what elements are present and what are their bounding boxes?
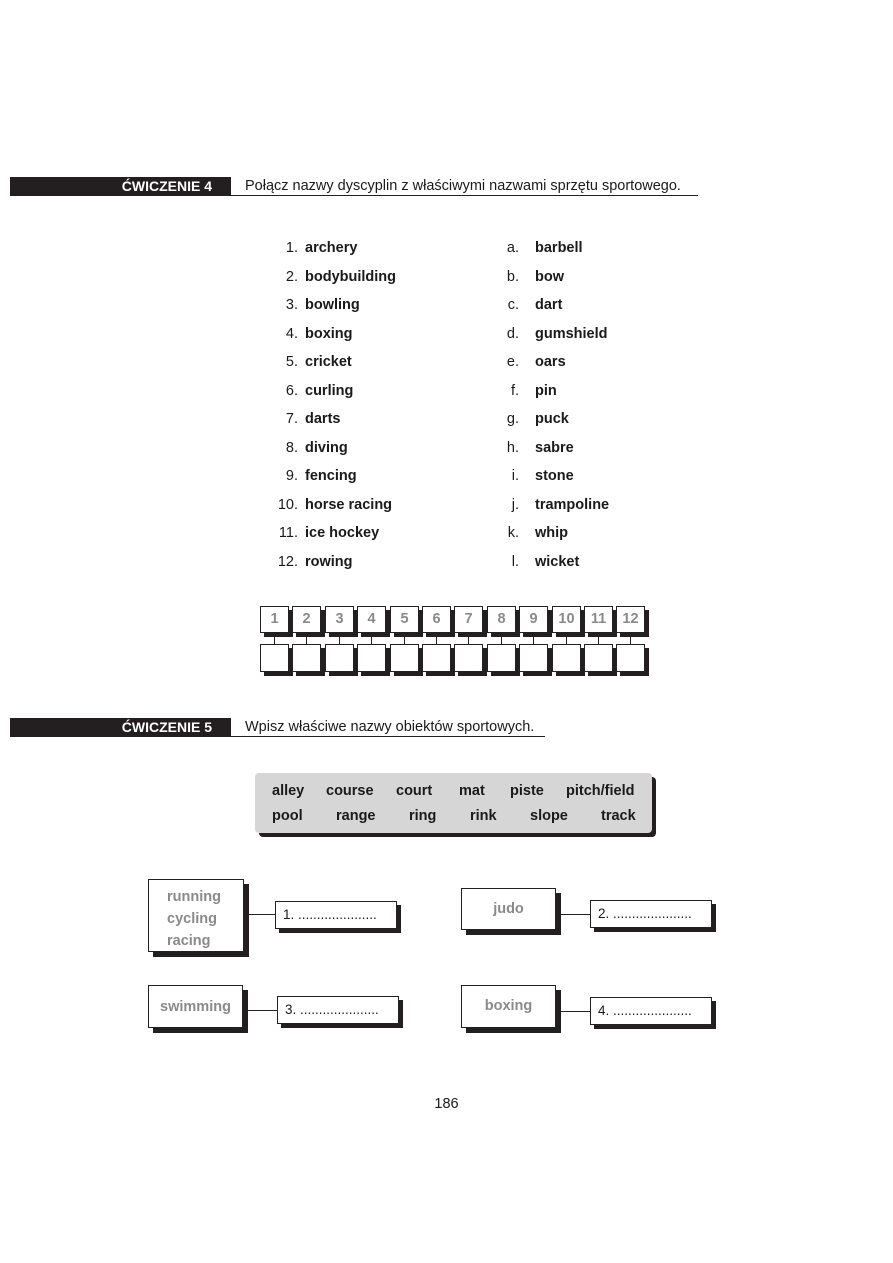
sport-label: racing	[167, 933, 211, 949]
bank-word: course	[326, 783, 374, 799]
connector-line	[556, 1011, 590, 1012]
equipment-name: oars	[535, 354, 566, 370]
discipline-item	[270, 436, 490, 465]
discipline-name: darts	[305, 411, 341, 427]
equipment-name: trampoline	[535, 496, 610, 513]
grid-answer-box[interactable]	[616, 644, 645, 672]
item-number: 6.	[285, 382, 298, 399]
equipment-item	[500, 265, 700, 294]
bank-word: piste	[510, 783, 544, 799]
item-number: 4.	[285, 325, 298, 342]
sports-box-4	[461, 985, 556, 1028]
grid-number-box: 6	[422, 606, 451, 633]
item-letter: g.	[506, 411, 519, 427]
sport-label: running	[167, 889, 221, 905]
grid-answer-box[interactable]	[325, 644, 354, 672]
bank-word: track	[601, 808, 636, 824]
item-letter: l.	[511, 553, 519, 570]
discipline-item	[270, 236, 490, 265]
item-number: 12.	[277, 553, 298, 570]
item-letter: j.	[511, 496, 519, 513]
grid-number-box: 5	[390, 606, 419, 633]
bank-word: pitch/field	[566, 783, 635, 799]
discipline-name: cricket	[305, 354, 352, 370]
grid-answer-box[interactable]	[584, 644, 613, 672]
discipline-item	[270, 265, 490, 294]
item-letter: k.	[507, 525, 519, 541]
discipline-name: bowling	[305, 297, 360, 313]
equipment-name: wicket	[535, 553, 580, 570]
item-number: 5.	[285, 354, 298, 370]
bank-word: range	[336, 808, 376, 824]
equipment-item	[500, 350, 700, 379]
bank-word: court	[396, 783, 433, 799]
grid-number-box: 7	[454, 606, 483, 633]
answer-field-2[interactable]: 2. .....................	[590, 900, 712, 928]
grid-answer-box[interactable]	[519, 644, 548, 672]
item-letter: e.	[506, 354, 519, 370]
sport-label: cycling	[167, 911, 217, 927]
discipline-item	[270, 350, 490, 379]
discipline-name: curling	[305, 382, 354, 399]
equipment-item	[500, 293, 700, 322]
discipline-name: bodybuilding	[305, 268, 397, 285]
answer-field-1[interactable]: 1. .....................	[275, 901, 397, 929]
grid-answer-box[interactable]	[422, 644, 451, 672]
equipment-item	[500, 236, 700, 265]
connector-line	[244, 914, 275, 915]
equipment-item	[500, 407, 700, 436]
discipline-item	[270, 550, 490, 579]
sports-box-2	[461, 888, 556, 930]
item-number: 3.	[285, 297, 298, 313]
exercise-4-label: ĆWICZENIE 4	[10, 177, 231, 196]
discipline-name: diving	[305, 439, 348, 456]
discipline-item	[270, 322, 490, 351]
discipline-name: boxing	[305, 325, 353, 342]
equipment-name: whip	[535, 525, 569, 541]
discipline-item	[270, 293, 490, 322]
grid-answer-box[interactable]	[552, 644, 581, 672]
item-letter: b.	[506, 268, 519, 285]
bank-word: mat	[459, 783, 485, 799]
item-number: 8.	[285, 439, 298, 456]
exercise-4-instruction: Połącz nazwy dyscyplin z właściwymi nazwami sprzętu sportowego.	[231, 177, 698, 196]
exercise-5-label: ĆWICZENIE 5	[10, 718, 231, 737]
grid-answer-box[interactable]	[292, 644, 321, 672]
equipment-item	[500, 550, 700, 579]
discipline-item	[270, 493, 490, 522]
equipment-item	[500, 464, 700, 493]
disciplines-list	[270, 236, 490, 578]
equipment-name: sabre	[535, 439, 574, 456]
equipment-item	[500, 322, 700, 351]
grid-answer-box[interactable]	[454, 644, 483, 672]
discipline-name: ice hockey	[305, 525, 380, 541]
bank-word: rink	[470, 808, 497, 824]
sport-label: judo	[493, 901, 524, 917]
grid-number-box: 3	[325, 606, 354, 633]
item-letter: i.	[511, 468, 519, 484]
grid-number-box: 4	[357, 606, 386, 633]
discipline-item	[270, 379, 490, 408]
grid-answer-box[interactable]	[357, 644, 386, 672]
page-number: 186	[434, 1096, 459, 1112]
equipment-item	[500, 493, 700, 522]
sports-box-1	[148, 879, 244, 952]
item-number: 11.	[278, 525, 298, 541]
discipline-item	[270, 464, 490, 493]
sports-box-3	[148, 985, 243, 1028]
item-number: 9.	[285, 468, 298, 484]
discipline-item	[270, 521, 490, 550]
item-letter: d.	[506, 325, 519, 342]
item-number: 10.	[277, 496, 298, 513]
equipment-name: dart	[535, 297, 563, 313]
item-letter: c.	[507, 297, 519, 313]
equipment-name: gumshield	[535, 325, 608, 342]
equipment-name: puck	[535, 411, 569, 427]
bank-word: alley	[272, 783, 305, 799]
equipment-list	[500, 236, 700, 578]
item-number: 2.	[285, 268, 298, 285]
sport-label: boxing	[484, 998, 533, 1014]
answer-field-4[interactable]: 4. .....................	[590, 997, 712, 1025]
answer-field-3[interactable]: 3. .....................	[277, 996, 399, 1024]
connector-line	[243, 1010, 277, 1011]
grid-number-box: 2	[292, 606, 321, 633]
connector-line	[556, 914, 590, 915]
grid-answer-box[interactable]	[487, 644, 516, 672]
discipline-item	[270, 407, 490, 436]
item-number: 7.	[285, 411, 298, 427]
grid-number-box: 12	[616, 606, 645, 633]
item-number: 1.	[285, 240, 298, 256]
equipment-item	[500, 436, 700, 465]
grid-answer-box[interactable]	[260, 644, 289, 672]
item-letter: f.	[510, 382, 519, 399]
sport-label: swimming	[160, 999, 231, 1015]
grid-number-box: 8	[487, 606, 516, 633]
grid-number-box: 11	[584, 606, 613, 633]
discipline-name: rowing	[305, 553, 353, 570]
grid-number-box: 9	[519, 606, 548, 633]
equipment-name: bow	[535, 268, 564, 285]
grid-answer-box[interactable]	[390, 644, 419, 672]
item-letter: h.	[506, 439, 519, 456]
exercise-5-instruction: Wpisz właściwe nazwy obiektów sportowych.	[231, 718, 545, 737]
bank-word: pool	[272, 808, 303, 824]
word-bank	[255, 773, 652, 833]
discipline-name: horse racing	[305, 496, 393, 513]
item-letter: a.	[506, 240, 519, 256]
equipment-item	[500, 521, 700, 550]
equipment-name: barbell	[535, 240, 583, 256]
bank-word: ring	[409, 808, 437, 824]
equipment-name: pin	[535, 382, 557, 399]
equipment-item	[500, 379, 700, 408]
bank-word: slope	[530, 808, 568, 824]
discipline-name: fencing	[305, 468, 357, 484]
grid-number-box: 1	[260, 606, 289, 633]
discipline-name: archery	[305, 240, 358, 256]
equipment-name: stone	[535, 468, 574, 484]
grid-number-box: 10	[552, 606, 581, 633]
